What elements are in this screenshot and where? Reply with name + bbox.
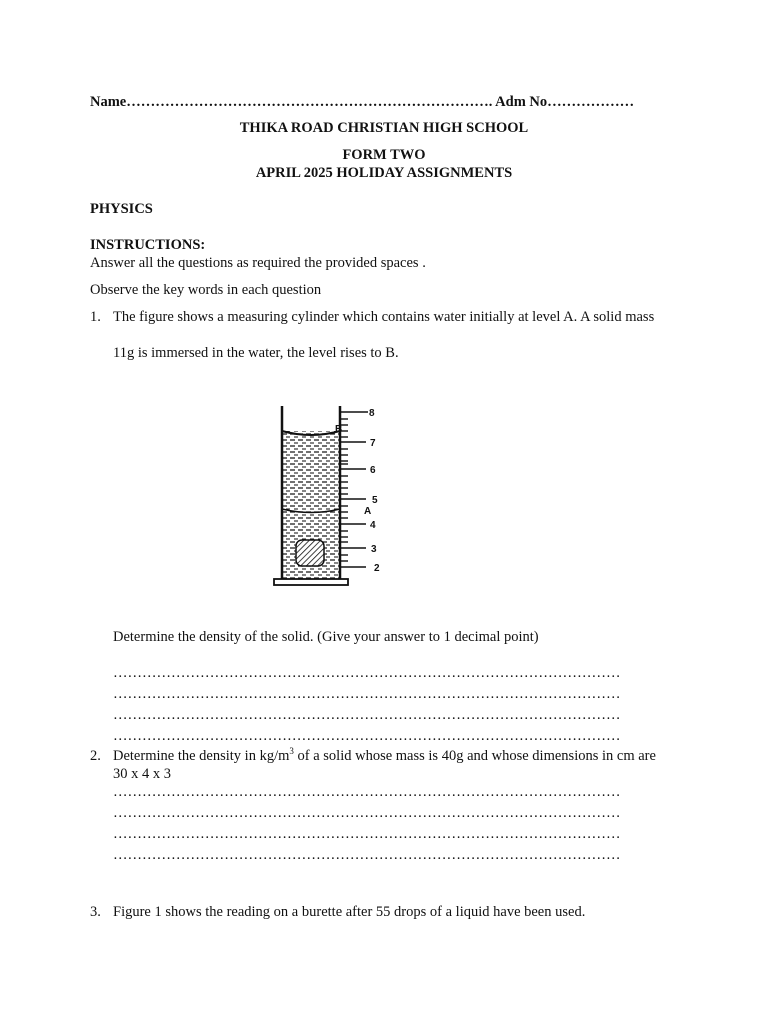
scale-label-7: 7 bbox=[370, 438, 376, 449]
question-2-text-line-1 bbox=[113, 748, 656, 765]
question-1-text-line-2: 11g is immersed in the water, the level rises to B. bbox=[113, 345, 399, 361]
question-2-text-part-2: of a solid whose mass is 40g and whose dimensions in cm are bbox=[293, 748, 656, 764]
answer-line: …………………………………………………………………………………………… bbox=[113, 847, 621, 863]
cylinder-scale bbox=[340, 412, 368, 567]
question-3-number: 3. bbox=[90, 904, 101, 920]
level-label-b: B bbox=[335, 424, 343, 435]
name-adm-line: Name…………………………………………………………………. Adm No……………… bbox=[90, 94, 635, 110]
answer-line: …………………………………………………………………………………………… bbox=[113, 707, 621, 723]
scale-label-3: 3 bbox=[371, 544, 377, 555]
answer-line: …………………………………………………………………………………………… bbox=[113, 665, 621, 681]
subject-title: PHYSICS bbox=[90, 201, 153, 217]
assignment-title: APRIL 2025 HOLIDAY ASSIGNMENTS bbox=[255, 165, 513, 181]
answer-line: …………………………………………………………………………………………… bbox=[113, 805, 621, 821]
answer-line: …………………………………………………………………………………………… bbox=[113, 826, 621, 842]
scale-label-2: 2 bbox=[374, 563, 380, 574]
cubed-superscript: 3 bbox=[289, 746, 294, 756]
instruction-line-1: Answer all the questions as required the provided spaces . bbox=[90, 255, 426, 271]
instructions-heading: INSTRUCTIONS: bbox=[90, 237, 206, 253]
question-2-number: 2. bbox=[90, 748, 101, 764]
question-1-text-line-1: The figure shows a measuring cylinder which contains water initially at level A. A solid mass bbox=[113, 309, 655, 325]
solid-mass bbox=[296, 540, 324, 566]
question-1-number: 1. bbox=[90, 309, 101, 325]
level-label-a: A bbox=[364, 506, 372, 517]
form-title: FORM TWO bbox=[342, 147, 426, 163]
scale-label-5: 5 bbox=[372, 495, 378, 506]
measuring-cylinder-figure bbox=[266, 402, 386, 592]
instruction-line-2: Observe the key words in each question bbox=[90, 282, 322, 298]
answer-line: …………………………………………………………………………………………… bbox=[113, 728, 621, 744]
question-2-text-part-1: Determine the density in kg/m bbox=[113, 748, 290, 764]
scale-label-8: 8 bbox=[369, 408, 375, 419]
scale-label-4: 4 bbox=[370, 520, 376, 531]
scale-label-6: 6 bbox=[370, 465, 376, 476]
answer-line: …………………………………………………………………………………………… bbox=[113, 686, 621, 702]
question-3-text-line-1: Figure 1 shows the reading on a burette after 55 drops of a liquid have been used. bbox=[113, 904, 586, 920]
answer-line: …………………………………………………………………………………………… bbox=[113, 784, 621, 800]
school-name: THIKA ROAD CHRISTIAN HIGH SCHOOL bbox=[239, 120, 529, 136]
question-2-text-line-2: 30 x 4 x 3 bbox=[113, 766, 171, 782]
question-1-prompt: Determine the density of the solid. (Give your answer to 1 decimal point) bbox=[113, 629, 539, 645]
